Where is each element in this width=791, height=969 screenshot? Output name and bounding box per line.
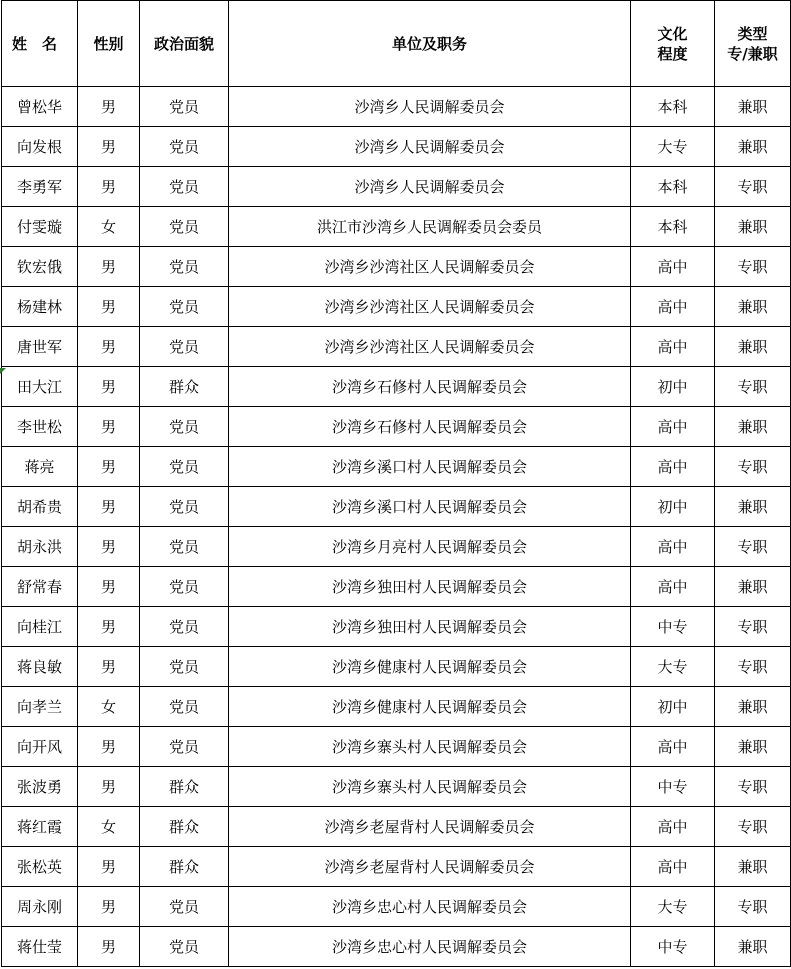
cell-comment-marker [0, 368, 6, 374]
cell-party: 党员 [140, 887, 229, 927]
cell-party: 党员 [140, 207, 229, 247]
cell-education: 高中 [631, 527, 715, 567]
table-row [2, 167, 791, 207]
cell-gender: 男 [78, 407, 140, 447]
cell-gender: 男 [78, 367, 140, 407]
cell-unit: 沙湾乡人民调解委员会 [229, 87, 631, 127]
cell-type: 兼职 [715, 287, 791, 327]
cell-education: 高中 [631, 287, 715, 327]
cell-name: 向桂江 [2, 607, 78, 647]
cell-education: 高中 [631, 447, 715, 487]
table-row [2, 407, 791, 447]
cell-gender: 男 [78, 287, 140, 327]
cell-unit: 沙湾乡忠心村人民调解委员会 [229, 887, 631, 927]
cell-unit: 沙湾乡寨头村人民调解委员会 [229, 767, 631, 807]
cell-gender: 男 [78, 767, 140, 807]
cell-education: 中专 [631, 607, 715, 647]
cell-unit: 沙湾乡沙湾社区人民调解委员会 [229, 247, 631, 287]
cell-unit: 沙湾乡沙湾社区人民调解委员会 [229, 327, 631, 367]
cell-name: 周永刚 [2, 887, 78, 927]
cell-name: 蒋红霞 [2, 807, 78, 847]
cell-party: 党员 [140, 87, 229, 127]
cell-party: 党员 [140, 327, 229, 367]
cell-name: 唐世军 [2, 327, 78, 367]
cell-gender: 女 [78, 207, 140, 247]
cell-name: 蒋亮 [2, 447, 78, 487]
header-type-line2: 专/兼职 [727, 44, 778, 63]
cell-type: 兼职 [715, 87, 791, 127]
cell-party: 党员 [140, 927, 229, 967]
cell-party: 党员 [140, 407, 229, 447]
cell-gender: 男 [78, 647, 140, 687]
cell-party: 党员 [140, 567, 229, 607]
cell-education: 高中 [631, 247, 715, 287]
table-row [2, 287, 791, 327]
cell-name: 向发根 [2, 127, 78, 167]
cell-unit: 沙湾乡寨头村人民调解委员会 [229, 727, 631, 767]
cell-party: 党员 [140, 607, 229, 647]
cell-party: 群众 [140, 767, 229, 807]
cell-name: 付雯璇 [2, 207, 78, 247]
cell-gender: 男 [78, 447, 140, 487]
cell-type: 专职 [715, 447, 791, 487]
cell-party: 党员 [140, 127, 229, 167]
cell-unit: 沙湾乡石修村人民调解委员会 [229, 367, 631, 407]
header-type-line1: 类型 [737, 24, 768, 43]
cell-party: 党员 [140, 287, 229, 327]
cell-unit: 沙湾乡独田村人民调解委员会 [229, 567, 631, 607]
table-row [2, 567, 791, 607]
cell-education: 大专 [631, 647, 715, 687]
cell-unit: 沙湾乡健康村人民调解委员会 [229, 647, 631, 687]
table-row [2, 247, 791, 287]
header-party: 政治面貌 [140, 1, 229, 87]
cell-unit: 沙湾乡沙湾社区人民调解委员会 [229, 287, 631, 327]
cell-name: 舒常春 [2, 567, 78, 607]
table-row [2, 927, 791, 967]
header-education-line1: 文化 [657, 24, 688, 43]
cell-gender: 男 [78, 847, 140, 887]
cell-type: 专职 [715, 247, 791, 287]
table-row [2, 887, 791, 927]
table-row [2, 647, 791, 687]
cell-education: 大专 [631, 127, 715, 167]
mediator-table [1, 0, 791, 967]
cell-gender: 女 [78, 807, 140, 847]
table-row [2, 527, 791, 567]
cell-name: 蒋仕莹 [2, 927, 78, 967]
table-row [2, 447, 791, 487]
cell-type: 兼职 [715, 927, 791, 967]
header-education [631, 1, 715, 87]
table-row [2, 327, 791, 367]
cell-type: 兼职 [715, 327, 791, 367]
cell-gender: 男 [78, 887, 140, 927]
table-row [2, 367, 791, 407]
cell-type: 兼职 [715, 207, 791, 247]
cell-education: 本科 [631, 87, 715, 127]
cell-gender: 男 [78, 87, 140, 127]
table-row [2, 847, 791, 887]
header-unit: 单位及职务 [229, 1, 631, 87]
cell-gender: 女 [78, 687, 140, 727]
cell-type: 兼职 [715, 127, 791, 167]
table-row [2, 207, 791, 247]
cell-name: 曾松华 [2, 87, 78, 127]
header-type [715, 1, 791, 87]
cell-type: 专职 [715, 167, 791, 207]
cell-party: 群众 [140, 807, 229, 847]
table-row [2, 127, 791, 167]
cell-name: 杨建林 [2, 287, 78, 327]
header-gender: 性别 [78, 1, 140, 87]
cell-party: 群众 [140, 367, 229, 407]
cell-party: 党员 [140, 687, 229, 727]
cell-party: 党员 [140, 447, 229, 487]
cell-type: 兼职 [715, 487, 791, 527]
cell-type: 兼职 [715, 847, 791, 887]
table-row [2, 607, 791, 647]
cell-party: 党员 [140, 527, 229, 567]
cell-type: 专职 [715, 767, 791, 807]
cell-name: 张波勇 [2, 767, 78, 807]
cell-education: 初中 [631, 367, 715, 407]
header-name: 姓 名 [2, 1, 78, 87]
cell-type: 专职 [715, 527, 791, 567]
cell-education: 高中 [631, 567, 715, 607]
header-education-line2: 程度 [657, 44, 688, 63]
cell-unit: 沙湾乡人民调解委员会 [229, 127, 631, 167]
cell-unit: 沙湾乡人民调解委员会 [229, 167, 631, 207]
cell-gender: 男 [78, 127, 140, 167]
cell-name: 张松英 [2, 847, 78, 887]
cell-unit: 沙湾乡健康村人民调解委员会 [229, 687, 631, 727]
cell-gender: 男 [78, 487, 140, 527]
cell-unit: 沙湾乡月亮村人民调解委员会 [229, 527, 631, 567]
cell-name: 胡希贵 [2, 487, 78, 527]
cell-education: 高中 [631, 327, 715, 367]
cell-gender: 男 [78, 527, 140, 567]
cell-gender: 男 [78, 727, 140, 767]
cell-name: 李勇军 [2, 167, 78, 207]
cell-unit: 洪江市沙湾乡人民调解委员会委员 [229, 207, 631, 247]
cell-gender: 男 [78, 327, 140, 367]
cell-gender: 男 [78, 247, 140, 287]
cell-type: 专职 [715, 807, 791, 847]
cell-education: 高中 [631, 847, 715, 887]
cell-gender: 男 [78, 567, 140, 607]
cell-education: 高中 [631, 807, 715, 847]
cell-name: 李世松 [2, 407, 78, 447]
cell-education: 本科 [631, 207, 715, 247]
cell-education: 高中 [631, 727, 715, 767]
cell-gender: 男 [78, 607, 140, 647]
cell-unit: 沙湾乡独田村人民调解委员会 [229, 607, 631, 647]
cell-unit: 沙湾乡忠心村人民调解委员会 [229, 927, 631, 967]
cell-name: 胡永洪 [2, 527, 78, 567]
cell-gender: 男 [78, 167, 140, 207]
table-row [2, 767, 791, 807]
cell-type: 专职 [715, 607, 791, 647]
table-row [2, 727, 791, 767]
cell-unit: 沙湾乡溪口村人民调解委员会 [229, 487, 631, 527]
cell-education: 高中 [631, 407, 715, 447]
table-row [2, 87, 791, 127]
cell-unit: 沙湾乡老屋背村人民调解委员会 [229, 847, 631, 887]
cell-type: 兼职 [715, 727, 791, 767]
cell-gender: 男 [78, 927, 140, 967]
cell-party: 党员 [140, 487, 229, 527]
cell-education: 大专 [631, 887, 715, 927]
cell-unit: 沙湾乡溪口村人民调解委员会 [229, 447, 631, 487]
cell-type: 兼职 [715, 567, 791, 607]
cell-type: 专职 [715, 647, 791, 687]
cell-name: 向开风 [2, 727, 78, 767]
table-row [2, 487, 791, 527]
cell-education: 本科 [631, 167, 715, 207]
cell-name: 蒋良敏 [2, 647, 78, 687]
cell-type: 兼职 [715, 687, 791, 727]
cell-type: 专职 [715, 887, 791, 927]
cell-education: 初中 [631, 487, 715, 527]
cell-unit: 沙湾乡石修村人民调解委员会 [229, 407, 631, 447]
cell-party: 党员 [140, 647, 229, 687]
header-row [2, 1, 791, 87]
cell-party: 群众 [140, 847, 229, 887]
cell-name: 钦宏俄 [2, 247, 78, 287]
cell-type: 专职 [715, 367, 791, 407]
cell-name: 田大江 [2, 367, 78, 407]
table-row [2, 687, 791, 727]
cell-education: 中专 [631, 767, 715, 807]
cell-education: 中专 [631, 927, 715, 967]
cell-type: 兼职 [715, 407, 791, 447]
cell-party: 党员 [140, 167, 229, 207]
cell-party: 党员 [140, 247, 229, 287]
cell-unit: 沙湾乡老屋背村人民调解委员会 [229, 807, 631, 847]
cell-party: 党员 [140, 727, 229, 767]
cell-education: 初中 [631, 687, 715, 727]
table-row [2, 807, 791, 847]
cell-name: 向孝兰 [2, 687, 78, 727]
